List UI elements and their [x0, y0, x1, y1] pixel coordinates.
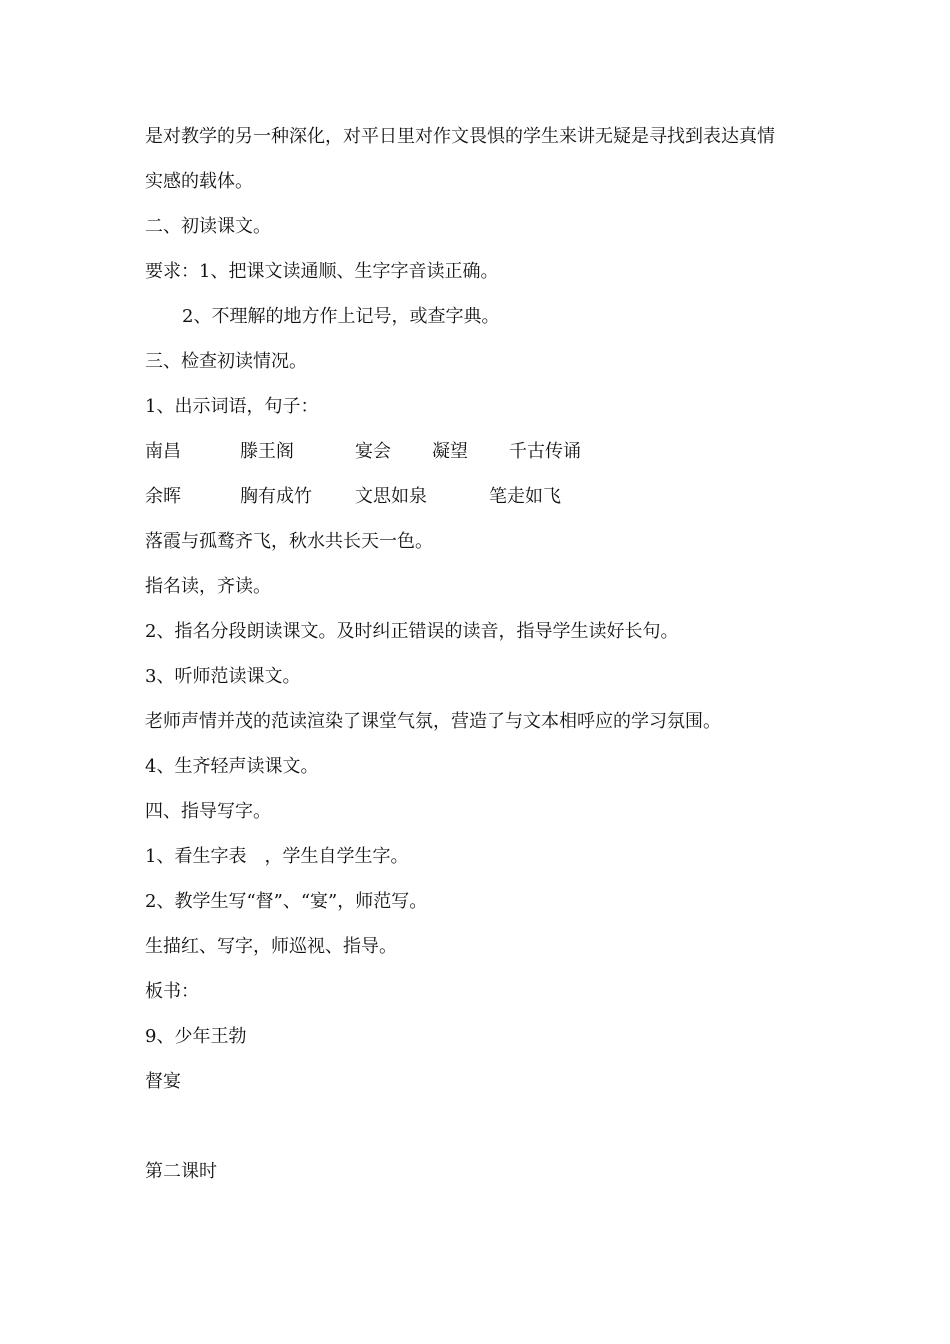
vocab-row: [145, 485, 745, 509]
list-item: 1、出示词语，句子：: [145, 396, 319, 417]
vocab-word: 宴会: [355, 441, 391, 462]
section-heading: 二、初读课文。: [145, 216, 271, 237]
vocab-word: 千古传诵: [509, 441, 581, 462]
vocab-word: 余晖: [145, 486, 181, 507]
paragraph-line: 实感的载体。: [145, 171, 253, 192]
board-title: 9、少年王勃: [145, 1026, 247, 1047]
sentence-line: 落霞与孤鹜齐飞，秋水共长天一色。: [145, 531, 433, 552]
paragraph-line: 老师声情并茂的范读渲染了课堂气氛，营造了与文本相呼应的学习氛围。: [145, 711, 721, 732]
vocab-word: 滕王阁: [240, 441, 294, 462]
board-words: 督宴: [145, 1071, 181, 1092]
requirement-line: 要求：1、把课文读通顺、生字字音读正确。: [145, 261, 499, 282]
board-heading: 板书：: [145, 981, 199, 1002]
section-heading: 四、指导写字。: [145, 801, 271, 822]
list-item: 2、指名分段朗读课文。及时纠正错误的读音，指导学生读好长句。: [145, 621, 679, 642]
vocab-word: 胸有成竹: [240, 486, 312, 507]
paragraph-line: 是对教学的另一种深化，对平日里对作文畏惧的学生来讲无疑是寻找到表达真情: [145, 126, 775, 147]
vocab-word: 文思如泉: [355, 486, 427, 507]
vocab-word: 凝望: [432, 441, 468, 462]
vocab-word: 笔走如飞: [489, 486, 561, 507]
section-heading: 三、检查初读情况。: [145, 351, 307, 372]
vocab-word: 南昌: [145, 441, 181, 462]
paragraph-line: 指名读，齐读。: [145, 576, 271, 597]
paragraph-line: 生描红、写字，师巡视、指导。: [145, 936, 397, 957]
list-item: 4、生齐轻声读课文。: [145, 756, 319, 777]
lesson-heading: 第二课时: [145, 1161, 217, 1182]
list-item: 2、教学生写“督”、“宴”，师范写。: [145, 891, 428, 912]
list-item: 1、看生字表 ，学生自学生字。: [145, 846, 409, 867]
vocab-row: [145, 440, 745, 464]
list-item: 3、听师范读课文。: [145, 666, 301, 687]
requirement-line: 2、不理解的地方作上记号，或查字典。: [182, 306, 500, 327]
